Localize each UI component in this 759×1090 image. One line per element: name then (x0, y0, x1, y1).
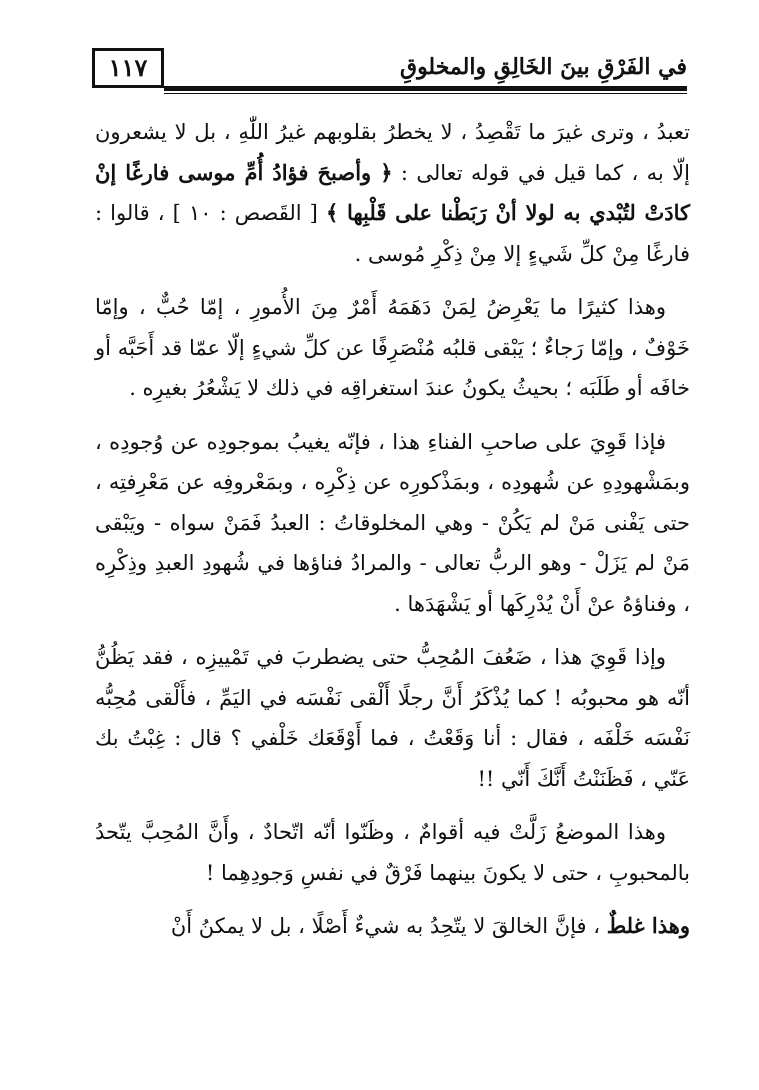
text-segment: فإذا قَوِيَ على صاحبِ الفناءِ هذا ، فإنّه يغيبُ بموجودِه عن وُجودِه ، وبمَشْهودِهِ عن شُهودِه ، وبمَذْكورِه عن ذِكْرِه ، وبمَعْروفِه عن مَعْرِفتِه ، حتى يَفْنى مَنْ لم يَكُنْ - وهي المخلوقاتُ : العبدُ فَمَنْ سواه - ويَبْقى مَنْ لم يَزَلْ - وهو الربُّ تعالى - والمرادُ فناؤها في شُهودِ العبدِ وذِكْرِه ، وفناؤهُ عنْ أَنْ يُدْرِكَها أو يَشْهَدَها . (95, 429, 690, 616)
paragraph (95, 422, 690, 625)
header-rule-thick (164, 86, 687, 91)
emphasis-text: وهذا غلطٌ (606, 913, 690, 938)
text-segment: [ القَصص : ١٠ ] ، قالوا : فارغًا مِنْ كلِّ شَيءٍ إلا مِنْ ذِكْرِ مُوسى . (95, 201, 690, 266)
text-segment: تعبدُ ، وترى غيرَ ما تَقْصِدُ ، لا يخطرُ بقلوبهم غيرُ اللّٰهِ ، بل لا يشعرون إلّا به ، كما قيل في قوله تعالى : (95, 120, 690, 185)
body-text (95, 112, 690, 947)
text-segment: ، فإنَّ الخالقَ لا يتّحِدُ به شيءٌ أَصْلًا ، بل لا يمكنُ أَنْ (170, 914, 607, 938)
quran-quote: ﴿ وأصبحَ فؤادُ أُمِّ موسى فارغًا إنْ كادَتْ لتُبْدي به لولا أنْ رَبَطْنا على قَلْبِها ﴾ (95, 159, 691, 225)
header-rule-thin (164, 93, 687, 94)
page-number: ١١٧ (92, 48, 164, 88)
paragraph (95, 287, 690, 409)
text-segment: وهذا كثيرًا ما يَعْرِضُ لِمَنْ دَهَمَهُ أَمْرٌ مِنَ الأُمورِ ، إمّا حُبٌّ ، وإمّا خَوْفٌ ، وإمّا رَجاءٌ ؛ يَبْقى قلبُه مُنْصَرِفًا عن كلِّ شيءٍ إلّا عمّا قد أَحَبَّه أو خافَه أو طَلَبَه ؛ بحيثُ يكونُ عندَ استغراقِه في ذلك لا يَشْعُرُ بغيرِه . (95, 295, 690, 400)
page-header (92, 48, 687, 92)
running-title: في الفَرْقِ بينَ الخَالِقِ والمخلوقِ (400, 54, 687, 80)
paragraph (95, 906, 690, 947)
paragraph (95, 112, 690, 274)
text-segment: وهذا الموضعُ زَلَّتْ فيه أقوامٌ ، وظَنّوا أنّه اتّحادٌ ، وأَنَّ المُحِبَّ يتّحدُ بالمحبوبِ ، حتى لا يكونَ بينهما فَرْقٌ في نفسِ وَجودِهِما ! (95, 820, 690, 885)
paragraph (95, 637, 690, 799)
paragraph (95, 812, 690, 893)
text-segment: وإذا قَوِيَ هذا ، ضَعُفَ المُحِبُّ حتى يضطربَ في تَمْييزِه ، فقد يَظُنُّ أنّه هو محبوبُه ! كما يُذْكَرُ أَنَّ رجلًا أَلْقى نَفْسَه في اليَمِّ ، فأَلْقى مُحِبُّه نَفْسَه خَلْفَه ، فقال : أنا وَقَعْتُ ، فما أَوْقَعَك خَلْفي ؟ قال : غِبْتُ بك عَنّي ، فَظَنَنْتُ أَنَّكَ أَنّي !! (95, 645, 690, 791)
